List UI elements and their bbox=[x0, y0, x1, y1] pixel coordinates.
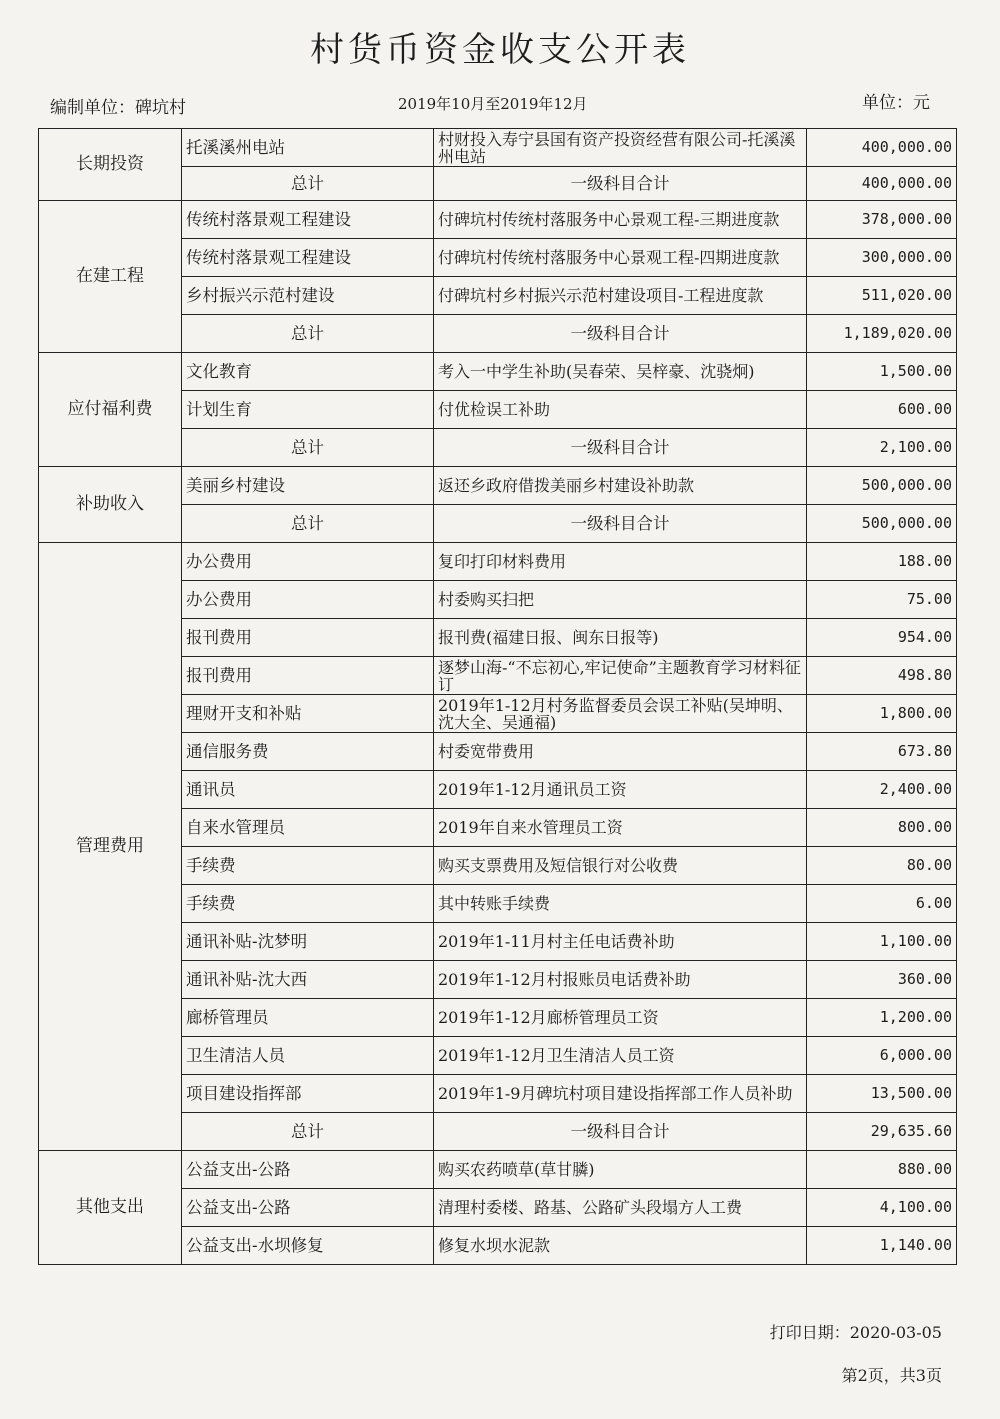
category-cell: 应付福利费 bbox=[39, 353, 182, 467]
description-cell: 村委宽带费用 bbox=[434, 733, 807, 771]
total-label-cell: 总计 bbox=[182, 167, 434, 201]
description-cell: 清理村委楼、路基、公路矿头段塌方人工费 bbox=[434, 1189, 807, 1227]
description-cell: 2019年1-12月村务监督委员会误工补贴(吴坤明、沈大全、吴通福) bbox=[434, 695, 807, 733]
amount-cell: 188.00 bbox=[807, 543, 957, 581]
amount-cell: 2,400.00 bbox=[807, 771, 957, 809]
page-title: 村货币资金收支公开表 bbox=[310, 30, 690, 70]
category-cell: 长期投资 bbox=[39, 129, 182, 201]
amount-cell: 1,100.00 bbox=[807, 923, 957, 961]
subject-cell: 传统村落景观工程建设 bbox=[182, 239, 434, 277]
total-desc-cell: 一级科目合计 bbox=[434, 429, 807, 467]
amount-cell: 1,500.00 bbox=[807, 353, 957, 391]
subject-cell: 办公费用 bbox=[182, 581, 434, 619]
table-row bbox=[39, 543, 957, 581]
description-cell: 2019年1-12月村报账员电话费补助 bbox=[434, 961, 807, 999]
amount-cell: 511,020.00 bbox=[807, 277, 957, 315]
amount-cell: 80.00 bbox=[807, 847, 957, 885]
total-desc-cell: 一级科目合计 bbox=[434, 1113, 807, 1151]
description-cell: 付优检误工补助 bbox=[434, 391, 807, 429]
total-desc-cell: 一级科目合计 bbox=[434, 505, 807, 543]
amount-cell: 673.80 bbox=[807, 733, 957, 771]
table-row bbox=[39, 129, 957, 167]
description-cell: 村财投入寿宁县国有资产投资经营有限公司-托溪溪州电站 bbox=[434, 129, 807, 167]
subject-cell: 理财开支和补贴 bbox=[182, 695, 434, 733]
amount-cell: 800.00 bbox=[807, 809, 957, 847]
description-cell: 考入一中学生补助(吴春荣、吴梓豪、沈骁炯) bbox=[434, 353, 807, 391]
subject-cell: 通讯补贴-沈梦明 bbox=[182, 923, 434, 961]
subject-cell: 通讯补贴-沈大西 bbox=[182, 961, 434, 999]
subject-cell: 自来水管理员 bbox=[182, 809, 434, 847]
amount-cell: 300,000.00 bbox=[807, 239, 957, 277]
amount-cell: 1,800.00 bbox=[807, 695, 957, 733]
subject-cell: 公益支出-水坝修复 bbox=[182, 1227, 434, 1265]
total-label-cell: 总计 bbox=[182, 315, 434, 353]
total-amount-cell: 500,000.00 bbox=[807, 505, 957, 543]
subject-cell: 通讯员 bbox=[182, 771, 434, 809]
subject-cell: 计划生育 bbox=[182, 391, 434, 429]
description-cell: 修复水坝水泥款 bbox=[434, 1227, 807, 1265]
total-amount-cell: 29,635.60 bbox=[807, 1113, 957, 1151]
table-row bbox=[39, 467, 957, 505]
category-cell: 在建工程 bbox=[39, 201, 182, 353]
total-amount-cell: 2,100.00 bbox=[807, 429, 957, 467]
description-cell: 其中转账手续费 bbox=[434, 885, 807, 923]
ledger-table bbox=[38, 128, 957, 1265]
total-label-cell: 总计 bbox=[182, 505, 434, 543]
description-cell: 返还乡政府借拨美丽乡村建设补助款 bbox=[434, 467, 807, 505]
description-cell: 2019年1-12月卫生清洁人员工资 bbox=[434, 1037, 807, 1075]
total-desc-cell: 一级科目合计 bbox=[434, 315, 807, 353]
subject-cell: 报刊费用 bbox=[182, 619, 434, 657]
subject-cell: 公益支出-公路 bbox=[182, 1151, 434, 1189]
subject-cell: 文化教育 bbox=[182, 353, 434, 391]
total-desc-cell: 一级科目合计 bbox=[434, 167, 807, 201]
subject-cell: 项目建设指挥部 bbox=[182, 1075, 434, 1113]
total-amount-cell: 1,189,020.00 bbox=[807, 315, 957, 353]
description-cell: 村委购买扫把 bbox=[434, 581, 807, 619]
description-cell: 2019年1-12月廊桥管理员工资 bbox=[434, 999, 807, 1037]
subject-cell: 手续费 bbox=[182, 885, 434, 923]
amount-cell: 954.00 bbox=[807, 619, 957, 657]
total-label-cell: 总计 bbox=[182, 429, 434, 467]
table-row bbox=[39, 353, 957, 391]
amount-cell: 378,000.00 bbox=[807, 201, 957, 239]
category-cell: 其他支出 bbox=[39, 1151, 182, 1265]
subject-cell: 托溪溪州电站 bbox=[182, 129, 434, 167]
description-cell: 购买支票费用及短信银行对公收费 bbox=[434, 847, 807, 885]
description-cell: 报刊费(福建日报、闽东日报等) bbox=[434, 619, 807, 657]
amount-cell: 13,500.00 bbox=[807, 1075, 957, 1113]
subject-cell: 办公费用 bbox=[182, 543, 434, 581]
total-amount-cell: 400,000.00 bbox=[807, 167, 957, 201]
org-label: 编制单位：碑坑村 bbox=[50, 98, 186, 118]
subject-cell: 廊桥管理员 bbox=[182, 999, 434, 1037]
subject-cell: 报刊费用 bbox=[182, 657, 434, 695]
amount-cell: 4,100.00 bbox=[807, 1189, 957, 1227]
description-cell: 2019年自来水管理员工资 bbox=[434, 809, 807, 847]
amount-cell: 498.80 bbox=[807, 657, 957, 695]
description-cell: 逐梦山海-“不忘初心,牢记使命”主题教育学习材料征订 bbox=[434, 657, 807, 695]
table-row bbox=[39, 1151, 957, 1189]
description-cell: 2019年1-9月碑坑村项目建设指挥部工作人员补助 bbox=[434, 1075, 807, 1113]
amount-cell: 880.00 bbox=[807, 1151, 957, 1189]
description-cell: 购买农药喷草(草甘膦) bbox=[434, 1151, 807, 1189]
amount-cell: 500,000.00 bbox=[807, 467, 957, 505]
amount-cell: 1,140.00 bbox=[807, 1227, 957, 1265]
amount-cell: 400,000.00 bbox=[807, 129, 957, 167]
amount-cell: 600.00 bbox=[807, 391, 957, 429]
subject-cell: 卫生清洁人员 bbox=[182, 1037, 434, 1075]
print-date: 打印日期：2020-03-05 bbox=[769, 1323, 942, 1342]
description-cell: 复印打印材料费用 bbox=[434, 543, 807, 581]
description-cell: 付碑坑村传统村落服务中心景观工程-三期进度款 bbox=[434, 201, 807, 239]
amount-cell: 6,000.00 bbox=[807, 1037, 957, 1075]
unit-label: 单位：元 bbox=[862, 93, 930, 113]
subject-cell: 传统村落景观工程建设 bbox=[182, 201, 434, 239]
subject-cell: 手续费 bbox=[182, 847, 434, 885]
period-label: 2019年10月至2019年12月 bbox=[398, 95, 588, 113]
amount-cell: 360.00 bbox=[807, 961, 957, 999]
total-label-cell: 总计 bbox=[182, 1113, 434, 1151]
category-cell: 管理费用 bbox=[39, 543, 182, 1151]
subject-cell: 公益支出-公路 bbox=[182, 1189, 434, 1227]
description-cell: 2019年1-12月通讯员工资 bbox=[434, 771, 807, 809]
subject-cell: 通信服务费 bbox=[182, 733, 434, 771]
subject-cell: 乡村振兴示范村建设 bbox=[182, 277, 434, 315]
description-cell: 付碑坑村传统村落服务中心景观工程-四期进度款 bbox=[434, 239, 807, 277]
amount-cell: 1,200.00 bbox=[807, 999, 957, 1037]
category-cell: 补助收入 bbox=[39, 467, 182, 543]
description-cell: 付碑坑村乡村振兴示范村建设项目-工程进度款 bbox=[434, 277, 807, 315]
subject-cell: 美丽乡村建设 bbox=[182, 467, 434, 505]
table-row bbox=[39, 201, 957, 239]
description-cell: 2019年1-11月村主任电话费补助 bbox=[434, 923, 807, 961]
page-number: 第2页，共3页 bbox=[841, 1366, 942, 1385]
amount-cell: 75.00 bbox=[807, 581, 957, 619]
amount-cell: 6.00 bbox=[807, 885, 957, 923]
